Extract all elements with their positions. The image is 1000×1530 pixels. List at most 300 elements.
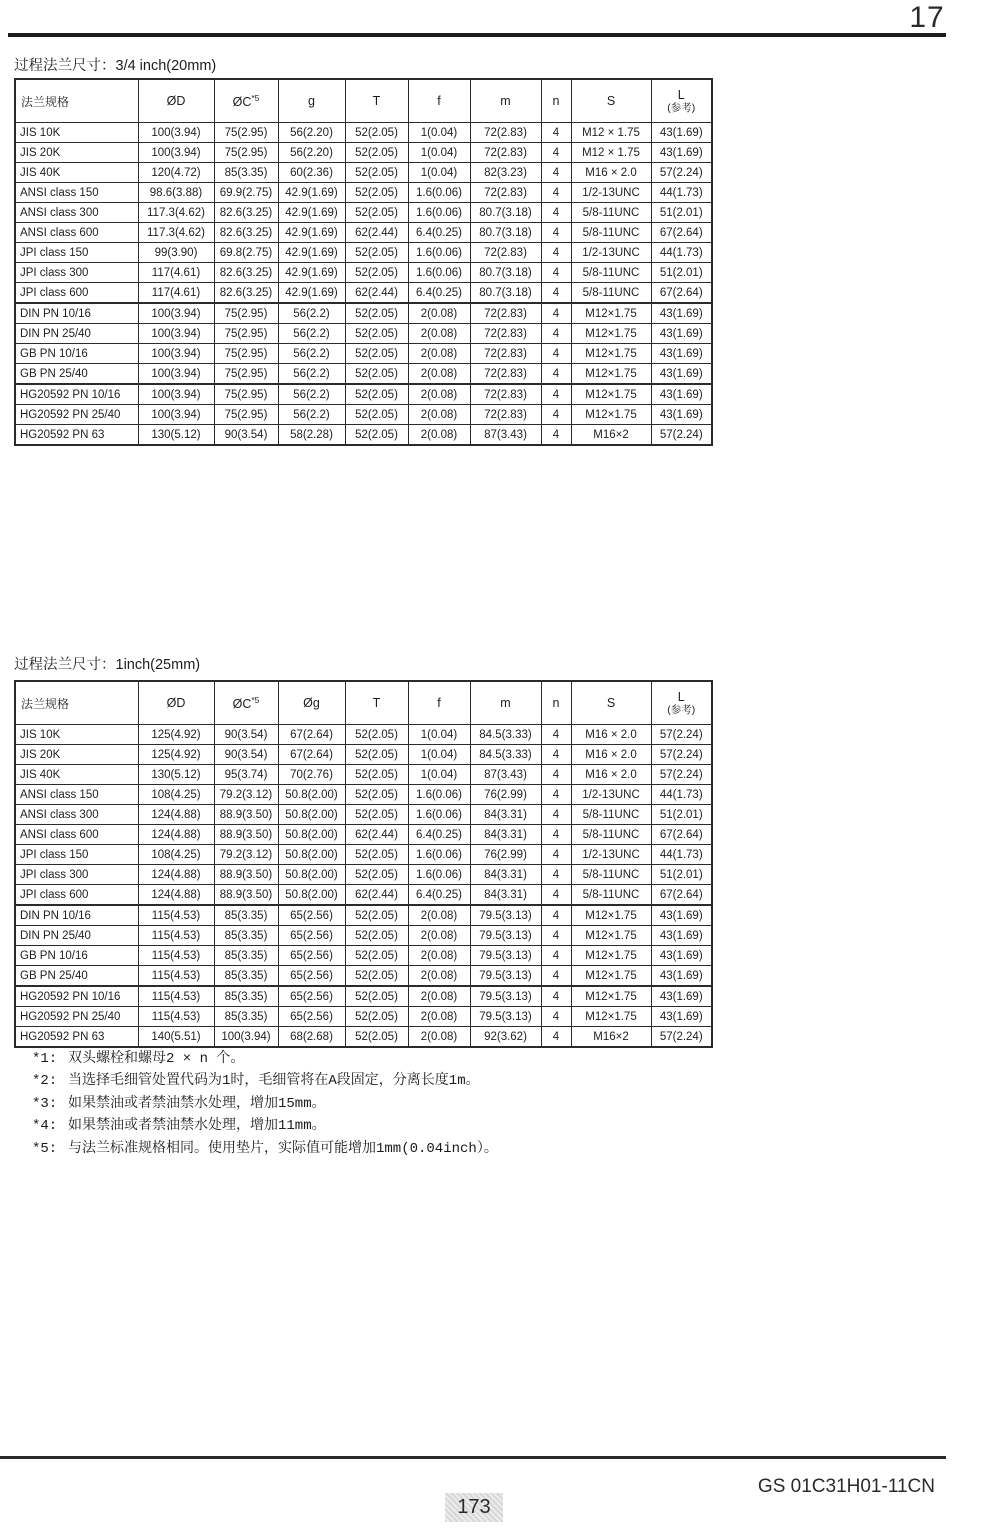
footnote [32, 1070, 792, 1092]
table-cell: 56(2.2) [278, 344, 345, 364]
table-cell: 84.5(3.33) [470, 725, 541, 745]
table-cell: 4 [541, 364, 571, 385]
table-cell: 5/8-11UNC [571, 885, 651, 906]
table-cell: HG20592 PN 25/40 [15, 405, 138, 425]
table-cell: 4 [541, 725, 571, 745]
table-cell: JPI class 600 [15, 885, 138, 906]
table-cell: 67(2.64) [651, 825, 712, 845]
table-cell: 52(2.05) [345, 845, 408, 865]
table-cell: M12×1.75 [571, 405, 651, 425]
table-cell: M12 × 1.75 [571, 123, 651, 143]
table-row [15, 283, 712, 304]
table-row [15, 905, 712, 926]
table-cell: 52(2.05) [345, 163, 408, 183]
table-cell: 62(2.44) [345, 223, 408, 243]
table-cell: 52(2.05) [345, 243, 408, 263]
table-cell: 2(0.08) [408, 384, 470, 405]
table-row [15, 223, 712, 243]
table-cell: 43(1.69) [651, 344, 712, 364]
header-row [15, 681, 712, 725]
table-cell: JIS 40K [15, 163, 138, 183]
table-cell: 82.6(3.25) [214, 203, 278, 223]
table-cell: 100(3.94) [138, 143, 214, 163]
table-cell: 1(0.04) [408, 745, 470, 765]
table-cell: 52(2.05) [345, 785, 408, 805]
table-cell: 62(2.44) [345, 885, 408, 906]
table-cell: 65(2.56) [278, 946, 345, 966]
table-cell: 1(0.04) [408, 143, 470, 163]
table-cell: ANSI class 150 [15, 785, 138, 805]
footer-page-number: 173 [445, 1493, 503, 1522]
table-cell: 65(2.56) [278, 926, 345, 946]
table-cell: 4 [541, 1007, 571, 1027]
table-row [15, 324, 712, 344]
table-cell: 4 [541, 926, 571, 946]
table-cell: 1/2-13UNC [571, 785, 651, 805]
page-number: 17 [909, 1, 945, 34]
table-cell: 56(2.2) [278, 384, 345, 405]
table-cell: 75(2.95) [214, 303, 278, 324]
table-cell: 75(2.95) [214, 123, 278, 143]
table-cell: 52(2.05) [345, 986, 408, 1007]
table-cell: 50.8(2.00) [278, 865, 345, 885]
table-row [15, 163, 712, 183]
table-cell: 85(3.35) [214, 946, 278, 966]
table-cell: 4 [541, 865, 571, 885]
table-cell: 44(1.73) [651, 845, 712, 865]
column-header: L (参考) [651, 79, 712, 123]
table-cell: 6.4(0.25) [408, 283, 470, 304]
table-cell: M16 × 2.0 [571, 725, 651, 745]
footnote-text: 双头螺栓和螺母2 × n 个。 [68, 1051, 245, 1067]
table-row [15, 344, 712, 364]
table-cell: 1/2-13UNC [571, 243, 651, 263]
table-cell: 4 [541, 223, 571, 243]
table-cell: 43(1.69) [651, 1007, 712, 1027]
table-cell: 52(2.05) [345, 865, 408, 885]
table-cell: 85(3.35) [214, 986, 278, 1007]
table-cell: 57(2.24) [651, 725, 712, 745]
table-row [15, 805, 712, 825]
table-cell: M12×1.75 [571, 303, 651, 324]
table-cell: 1.6(0.06) [408, 183, 470, 203]
table-cell: 95(3.74) [214, 765, 278, 785]
table-cell: 2(0.08) [408, 324, 470, 344]
table-cell: GB PN 10/16 [15, 344, 138, 364]
table-cell: 72(2.83) [470, 303, 541, 324]
table-cell: 43(1.69) [651, 324, 712, 344]
table-cell: 4 [541, 123, 571, 143]
table-cell: 117.3(4.62) [138, 203, 214, 223]
table-cell: 67(2.64) [651, 885, 712, 906]
table-row [15, 364, 712, 385]
table-cell: 82.6(3.25) [214, 223, 278, 243]
table-cell: 52(2.05) [345, 745, 408, 765]
table-cell: 43(1.69) [651, 123, 712, 143]
table-cell: 62(2.44) [345, 825, 408, 845]
table-cell: DIN PN 25/40 [15, 324, 138, 344]
table-cell: 68(2.68) [278, 1027, 345, 1048]
table-cell: M12×1.75 [571, 384, 651, 405]
table-row [15, 263, 712, 283]
footnote-label: *5: [32, 1140, 58, 1157]
table-cell: 2(0.08) [408, 364, 470, 385]
table-cell: 115(4.53) [138, 926, 214, 946]
table-cell: 79.5(3.13) [470, 966, 541, 987]
table-cell: 57(2.24) [651, 765, 712, 785]
table-cell: 2(0.08) [408, 425, 470, 446]
table-cell: M12×1.75 [571, 986, 651, 1007]
table-cell: 43(1.69) [651, 966, 712, 987]
table-cell: 4 [541, 283, 571, 304]
table-cell: 52(2.05) [345, 1027, 408, 1048]
table-cell: 51(2.01) [651, 263, 712, 283]
table-cell: 88.9(3.50) [214, 865, 278, 885]
table-cell: 72(2.83) [470, 324, 541, 344]
column-header: n [541, 681, 571, 725]
table-cell: 4 [541, 825, 571, 845]
table-cell: 4 [541, 765, 571, 785]
table-cell: 108(4.25) [138, 785, 214, 805]
table-cell: 4 [541, 263, 571, 283]
spec-table [14, 680, 713, 1048]
table-cell: 70(2.76) [278, 765, 345, 785]
table-cell: 100(3.94) [138, 303, 214, 324]
table-cell: 99(3.90) [138, 243, 214, 263]
table-cell: 88.9(3.50) [214, 885, 278, 906]
column-header: ØC$^{*5}$ [214, 79, 278, 123]
table-cell: 72(2.83) [470, 364, 541, 385]
table-cell: 1(0.04) [408, 725, 470, 745]
table-cell: GB PN 10/16 [15, 946, 138, 966]
table-cell: M16×2 [571, 1027, 651, 1048]
table-cell: 52(2.05) [345, 143, 408, 163]
table-cell: 43(1.69) [651, 364, 712, 385]
table-cell: 1.6(0.06) [408, 243, 470, 263]
table-cell: JIS 20K [15, 745, 138, 765]
table-cell: 100(3.94) [138, 405, 214, 425]
column-header: Øg [278, 681, 345, 725]
table-cell: 4 [541, 324, 571, 344]
table-cell: 125(4.92) [138, 745, 214, 765]
table-cell: 72(2.83) [470, 123, 541, 143]
table-cell: 4 [541, 845, 571, 865]
table-cell: 85(3.35) [214, 163, 278, 183]
table-cell: 1.6(0.06) [408, 845, 470, 865]
table-cell: 50.8(2.00) [278, 805, 345, 825]
footnotes [32, 1048, 792, 1160]
table-cell: 4 [541, 1027, 571, 1048]
table-cell: 52(2.05) [345, 364, 408, 385]
table-cell: 84.5(3.33) [470, 745, 541, 765]
table-cell: 69.8(2.75) [214, 243, 278, 263]
table-cell: 80.7(3.18) [470, 263, 541, 283]
table-cell: 84(3.31) [470, 805, 541, 825]
table-cell: JPI class 300 [15, 865, 138, 885]
table-cell: M16 × 2.0 [571, 745, 651, 765]
table-cell: 1(0.04) [408, 123, 470, 143]
table-cell: M12×1.75 [571, 1007, 651, 1027]
footnote [32, 1093, 792, 1115]
table-cell: 80.7(3.18) [470, 223, 541, 243]
table-cell: 56(2.20) [278, 123, 345, 143]
table-cell: 1.6(0.06) [408, 865, 470, 885]
table-cell: 82(3.23) [470, 163, 541, 183]
table-cell: 58(2.28) [278, 425, 345, 446]
table-cell: 43(1.69) [651, 405, 712, 425]
table-cell: 115(4.53) [138, 946, 214, 966]
table-cell: 67(2.64) [651, 223, 712, 243]
table-cell: 79.2(3.12) [214, 845, 278, 865]
column-header: T [345, 681, 408, 725]
table-cell: 52(2.05) [345, 405, 408, 425]
table-cell: 52(2.05) [345, 725, 408, 745]
table-cell: 1.6(0.06) [408, 805, 470, 825]
table-row [15, 745, 712, 765]
table-cell: 4 [541, 805, 571, 825]
table-cell: 4 [541, 745, 571, 765]
table-cell: 56(2.2) [278, 303, 345, 324]
table-cell: HG20592 PN 10/16 [15, 986, 138, 1007]
table-cell: 115(4.53) [138, 1007, 214, 1027]
table-cell: 100(3.94) [138, 384, 214, 405]
table-cell: JIS 10K [15, 123, 138, 143]
table-cell: 87(3.43) [470, 425, 541, 446]
table-cell: 1(0.04) [408, 765, 470, 785]
document-number: GS 01C31H01-11CN [757, 1476, 935, 1497]
table-cell: 92(3.62) [470, 1027, 541, 1048]
table-row [15, 885, 712, 906]
footnote-text: 如果禁油或者禁油禁水处理，增加15mm。 [68, 1095, 326, 1112]
table-cell: 4 [541, 163, 571, 183]
table-cell: 57(2.24) [651, 745, 712, 765]
footnote-text: 如果禁油或者禁油禁水处理，增加11mm。 [68, 1118, 326, 1135]
table-cell: 52(2.05) [345, 805, 408, 825]
table-row [15, 765, 712, 785]
table-cell: 115(4.53) [138, 986, 214, 1007]
table-cell: 100(3.94) [138, 324, 214, 344]
spec-table [14, 78, 713, 446]
table-cell: 87(3.43) [470, 765, 541, 785]
table-cell: 60(2.36) [278, 163, 345, 183]
table-cell: 52(2.05) [345, 1007, 408, 1027]
table-cell: 75(2.95) [214, 405, 278, 425]
footnote [32, 1115, 792, 1137]
table-cell: 72(2.83) [470, 405, 541, 425]
table-cell: 100(3.94) [138, 344, 214, 364]
table-cell: 65(2.56) [278, 986, 345, 1007]
table-cell: HG20592 PN 63 [15, 1027, 138, 1048]
table-cell: M16 × 2.0 [571, 765, 651, 785]
table-cell: 67(2.64) [278, 725, 345, 745]
column-header: S [571, 79, 651, 123]
table-cell: 79.5(3.13) [470, 1007, 541, 1027]
table-cell: 43(1.69) [651, 384, 712, 405]
table-cell: 75(2.95) [214, 324, 278, 344]
table-cell: 2(0.08) [408, 905, 470, 926]
table-cell: 75(2.95) [214, 143, 278, 163]
table-cell: 4 [541, 425, 571, 446]
table-cell: 1/2-13UNC [571, 845, 651, 865]
table-row [15, 384, 712, 405]
table-cell: 51(2.01) [651, 203, 712, 223]
footnote [32, 1138, 792, 1160]
column-header: ØD [138, 681, 214, 725]
footnote-text: 当选择毛细管处置代码为1时，毛细管将在A段固定，分离长度1m。 [68, 1073, 480, 1090]
table-cell: GB PN 25/40 [15, 966, 138, 987]
table-cell: 1(0.04) [408, 163, 470, 183]
table-row [15, 926, 712, 946]
column-header: 法兰规格 [15, 79, 138, 123]
table-cell: 79.5(3.13) [470, 946, 541, 966]
table1-title: 过程法兰尺寸：3/4 inch(20mm) [14, 58, 217, 74]
table-cell: 65(2.56) [278, 966, 345, 987]
table-row [15, 966, 712, 987]
table-cell: 5/8-11UNC [571, 865, 651, 885]
table-cell: 85(3.35) [214, 926, 278, 946]
table-cell: 43(1.69) [651, 926, 712, 946]
table-cell: 56(2.2) [278, 324, 345, 344]
table-cell: 5/8-11UNC [571, 203, 651, 223]
table-cell: 4 [541, 183, 571, 203]
table-cell: 42.9(1.69) [278, 243, 345, 263]
table-row [15, 303, 712, 324]
table-cell: 2(0.08) [408, 303, 470, 324]
table-cell: 124(4.88) [138, 865, 214, 885]
table-row [15, 143, 712, 163]
table-cell: JIS 10K [15, 725, 138, 745]
table-cell: 69.9(2.75) [214, 183, 278, 203]
table-cell: HG20592 PN 25/40 [15, 1007, 138, 1027]
table-cell: 2(0.08) [408, 926, 470, 946]
table-cell: 4 [541, 885, 571, 906]
table-cell: 115(4.53) [138, 905, 214, 926]
table-cell: 6.4(0.25) [408, 223, 470, 243]
table-cell: 56(2.20) [278, 143, 345, 163]
table-cell: 52(2.05) [345, 123, 408, 143]
table-cell: 90(3.54) [214, 745, 278, 765]
table-cell: JPI class 300 [15, 263, 138, 283]
table-cell: 43(1.69) [651, 303, 712, 324]
table-cell: 2(0.08) [408, 966, 470, 987]
table-cell: 4 [541, 143, 571, 163]
table-cell: 115(4.53) [138, 966, 214, 987]
table-cell: 76(2.99) [470, 845, 541, 865]
table-cell: 72(2.83) [470, 143, 541, 163]
table-cell: 75(2.95) [214, 364, 278, 385]
table-cell: 42.9(1.69) [278, 203, 345, 223]
table-cell: JPI class 150 [15, 845, 138, 865]
table-cell: 5/8-11UNC [571, 263, 651, 283]
table-cell: ANSI class 300 [15, 805, 138, 825]
table-row [15, 203, 712, 223]
table-cell: JPI class 600 [15, 283, 138, 304]
table-cell: M16 × 2.0 [571, 163, 651, 183]
table-cell: M12×1.75 [571, 344, 651, 364]
table-cell: 50.8(2.00) [278, 885, 345, 906]
table-cell: 80.7(3.18) [470, 283, 541, 304]
footnote-label: *1: [32, 1051, 58, 1067]
table-cell: 124(4.88) [138, 825, 214, 845]
table-cell: 52(2.05) [345, 905, 408, 926]
table-cell: DIN PN 10/16 [15, 905, 138, 926]
column-header: S [571, 681, 651, 725]
column-header: m [470, 79, 541, 123]
table-cell: 82.6(3.25) [214, 263, 278, 283]
table-cell: 52(2.05) [345, 384, 408, 405]
table-cell: 52(2.05) [345, 425, 408, 446]
table-row [15, 946, 712, 966]
table-cell: 4 [541, 905, 571, 926]
table-cell: 56(2.2) [278, 405, 345, 425]
table-cell: 2(0.08) [408, 344, 470, 364]
table-cell: 57(2.24) [651, 425, 712, 446]
table-cell: 2(0.08) [408, 986, 470, 1007]
table-cell: 125(4.92) [138, 725, 214, 745]
table-cell: 52(2.05) [345, 946, 408, 966]
table-row [15, 1027, 712, 1048]
table-cell: ANSI class 300 [15, 203, 138, 223]
table-cell: 44(1.73) [651, 785, 712, 805]
table-cell: 4 [541, 986, 571, 1007]
table-cell: 100(3.94) [138, 364, 214, 385]
table-cell: HG20592 PN 63 [15, 425, 138, 446]
table-cell: 4 [541, 785, 571, 805]
table-cell: 50.8(2.00) [278, 845, 345, 865]
table-cell: M12×1.75 [571, 905, 651, 926]
flange-table-20mm [14, 78, 713, 446]
table-cell: 2(0.08) [408, 405, 470, 425]
table-cell: HG20592 PN 10/16 [15, 384, 138, 405]
table-cell: 51(2.01) [651, 805, 712, 825]
table-cell: 5/8-11UNC [571, 283, 651, 304]
footnote-label: *2: [32, 1073, 58, 1090]
column-header: T [345, 79, 408, 123]
table-cell: 4 [541, 303, 571, 324]
table-cell: 67(2.64) [278, 745, 345, 765]
table-cell: 6.4(0.25) [408, 885, 470, 906]
column-header: m [470, 681, 541, 725]
table-cell: 120(4.72) [138, 163, 214, 183]
table-cell: 42.9(1.69) [278, 183, 345, 203]
table-cell: 5/8-11UNC [571, 805, 651, 825]
table-cell: 52(2.05) [345, 183, 408, 203]
table-cell: 1.6(0.06) [408, 263, 470, 283]
table-cell: 52(2.05) [345, 765, 408, 785]
table-cell: 67(2.64) [651, 283, 712, 304]
table-cell: 62(2.44) [345, 283, 408, 304]
table-cell: 72(2.83) [470, 243, 541, 263]
table-row [15, 845, 712, 865]
table-cell: 51(2.01) [651, 865, 712, 885]
footnote-label: *3: [32, 1095, 58, 1112]
table-cell: 42.9(1.69) [278, 263, 345, 283]
table-cell: 4 [541, 203, 571, 223]
table-cell: 4 [541, 243, 571, 263]
table-cell: 1/2-13UNC [571, 183, 651, 203]
table-cell: 90(3.54) [214, 425, 278, 446]
column-header: ØD [138, 79, 214, 123]
table-row [15, 405, 712, 425]
table-cell: 50.8(2.00) [278, 785, 345, 805]
table-cell: M12 × 1.75 [571, 143, 651, 163]
table-cell: 52(2.05) [345, 324, 408, 344]
table-cell: 85(3.35) [214, 966, 278, 987]
table-cell: 130(5.12) [138, 765, 214, 785]
table-cell: 84(3.31) [470, 885, 541, 906]
table-cell: ANSI class 600 [15, 223, 138, 243]
table-cell: 2(0.08) [408, 1027, 470, 1048]
